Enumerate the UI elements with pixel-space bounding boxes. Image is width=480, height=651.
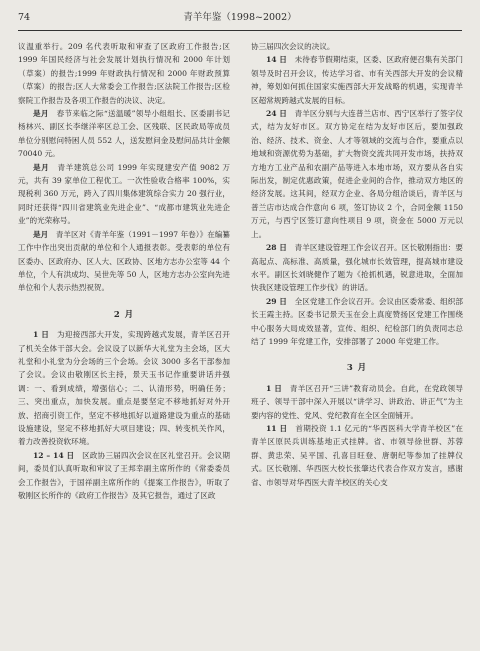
entry-date: 28 日	[266, 243, 287, 253]
paragraph: 议温重举行。209 名代表听取和审查了区政府工作报告;区 1999 年国民经济与社会发展计划执行情况和 2000 年计划（草案）的报告;1999 年财政执行情况和 2000 年财政预算（草案）的报告;区人大常委会工作报告;区法院工作报告;区检察院工作报告及各项工作报告的决议、决定。	[18, 42, 230, 105]
entry-text: 区政协三届四次会议在区礼堂召开。会议期间，委员们认真听取和审议了王邦幸副主席所作的《常委委员会工作报告》，于国祥副主席所作的《提案工作报告》，听取了敬刚区长所作的《政府工作报告》及其它报告，通过了区政	[18, 450, 230, 500]
entry-text: 青羊区建设管理工作会议召开。区长敬刚指出：要高起点、高标准、高质量，强化城市长效管理，提高城市建设水平。副区长刘晓健作了题为《抢抓机遇，锐意进取，全面加快我区建设管理工作步伐》的讲话。	[251, 243, 463, 293]
entry-date: 是月	[33, 109, 49, 119]
entry-paragraph	[251, 241, 463, 295]
entry-paragraph	[18, 328, 230, 449]
entry-paragraph	[251, 53, 463, 107]
entry-text: 全区党建工作会议召开。会议由区委常委、组织部长王霞主持。区委书记景天玉在会上真度赞扬区党建工作围绕中心服务大局成效显著，宣传、组织、纪检部门的负责同志总结了 1999 年党建工作，安排部署了 2000 年党建工作。	[251, 296, 463, 346]
running-title: 青羊年鉴（1998~2002）	[183, 12, 297, 23]
entry-date: 24 日	[266, 109, 287, 119]
left-column	[18, 40, 230, 645]
entry-text: 首期投资 1.1 亿元的“华西医科大学青羊校区”在青羊区原民兵训练基地正式挂牌。省、市领导徐世群、苏蓉群、黄忠荣、吴平国、孔喜目旺登、唐朝纪等参加了挂牌仪式。区长敬刚、华西医大校长张肇达代表合作双方发言，感谢省、市领导对华西医大青羊校区的关心支	[251, 423, 463, 487]
month-heading: 2 月	[113, 309, 135, 320]
entry-paragraph	[18, 161, 230, 228]
entry-date: 1 日	[266, 383, 283, 393]
entry-text: 春节来临之际“送温暖”领导小组组长、区委副书记杨林兴、副区长李继洋率区总工会、区残联、区民政局等成员单位分别慰问特困人员 552 人，送发慰问金及慰问品共计金额 70040 元。	[18, 109, 230, 159]
entry-text: 青羊区分别与大连普兰店市、西宁区举行了签字仪式，结为友好市区。双方协定在结为友好市区后，要加强政治、经济、技术、资金、人才等领域的交流与合作，要重点以地域和资源优势为基础，扩大物资交流共同开发市场，扶持双方地方工业产品和农副产品等进入本地市场，双方要从各自实际出发，制定优惠政策，促进企业间的合作，推动双方地区的经济发展。这其间，经双方企业、各局分组洽谈后，青羊区与普兰店市达成合作意向 6 项，签订协议 2 个，合同金额 1150 万元，与西宁区签订意向性项目 9 项，资金在 5000 万元以上。	[251, 109, 463, 239]
entry-paragraph	[251, 422, 463, 489]
entry-date: 12 – 14 日	[33, 450, 75, 460]
entry-date: 14 日	[266, 55, 287, 65]
page-header	[18, 8, 462, 31]
month-heading: 3 月	[346, 363, 368, 374]
entry-date: 是月	[33, 229, 49, 239]
entry-date: 是月	[33, 162, 50, 172]
entry-text: 青羊建筑总公司 1999 年实现建安产值 9082 万元，共有 39 家单位工程优工。一次性验收合格率 100%，实现税利 360 万元，跨入了四川集体建筑综合实力 20 强行业，同时还获得“四川省建筑业先进企业”、“成都市建筑业先进企业”的光荣称号。	[18, 162, 230, 226]
entry-text: 青羊区召开“三讲”教育动员会。自此，在党政领导班子、领导干部中深入开展以“讲学习、讲政治、讲正气”为主要内容的党性、党风、党纪教育在全区全面铺开。	[251, 383, 463, 420]
entry-paragraph	[251, 382, 463, 422]
right-column	[251, 40, 463, 645]
entry-text: 为迎接西部大开发，实现跨越式发展，青羊区召开了机关全体干部大会。会议设了以新华大礼堂为主会场，区大礼堂和小礼堂为分会场的三个会场。会议 3000 多名干部参加了会议。会议由敬刚区长主持，景天玉书记作重要讲话并强调：一、看到成绩，增强信心；二、认清形势，明确任务；三、突出重点，加快发展。重点是要坚定不移地抓好对外开放、招商引资工作，坚定不移地抓好以道路建设为重点的基础设施建设，坚定不移地抓好大项目建设；四、转变机关作风，着力改善投资软环境。	[18, 330, 230, 447]
entry-paragraph	[18, 449, 230, 503]
paragraph: 协三届四次会议的决议。	[251, 42, 335, 51]
entry-text: 青羊区对《青羊年鉴（1991－1997 年卷）》在编纂工作中作出突出贡献的单位和个人通报表彰。受表彰的单位有区委办、区政府办、区人大、区政协、区地方志办公室等 44 个单位，个人有洪成均、吴世先等 50 人，区地方志办公室向先进单位和个人表示热烈祝贺。	[18, 229, 230, 293]
entry-paragraph	[251, 107, 463, 241]
entry-paragraph	[18, 107, 230, 161]
entry-paragraph	[251, 295, 463, 349]
page-number: 74	[18, 12, 31, 23]
entry-paragraph	[18, 228, 230, 295]
entry-date: 1 日	[33, 330, 50, 340]
entry-date: 11 日	[266, 423, 288, 433]
entry-date: 29 日	[266, 296, 287, 306]
entry-text: 未待春节假期结束，区委、区政府便召集有关部门领导及时召开会议，传达学习省、市有关西部大开发的会议精神，筹划如何抓住国家实施西部大开发战略的机遇，实现青羊区超常规跨越式发展的目标。	[251, 55, 463, 105]
